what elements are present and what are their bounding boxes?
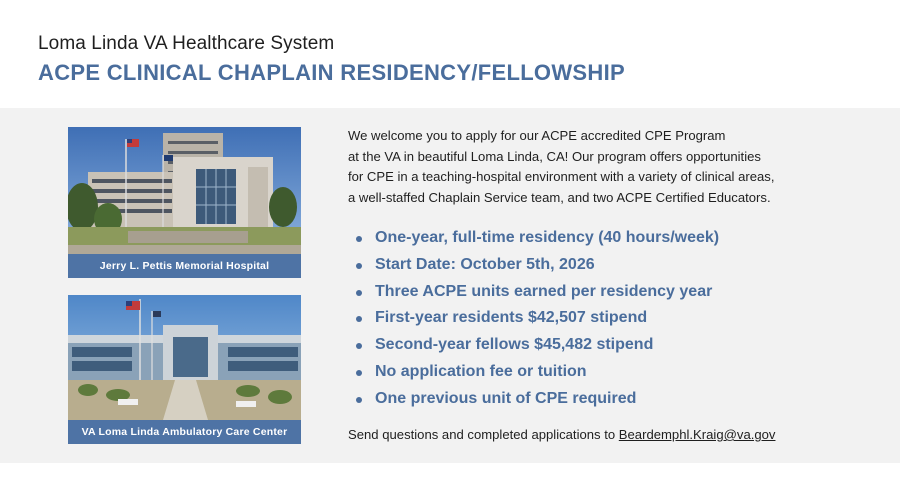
program-details-list — [348, 225, 719, 413]
organization-name: Loma Linda VA Healthcare System — [38, 33, 335, 54]
hospital-photo — [68, 127, 301, 278]
contact-line — [348, 427, 775, 442]
contact-email-link[interactable]: Beardemphl.Kraig@va.gov — [618, 427, 776, 442]
ambulatory-photo-caption: VA Loma Linda Ambulatory Care Center — [68, 420, 301, 444]
list-item: One previous unit of CPE required — [348, 386, 719, 413]
intro-line: for CPE in a teaching-hospital environment with a variety of clinical areas, — [348, 169, 775, 184]
page-title: ACPE CLINICAL CHAPLAIN RESIDENCY/FELLOWSHIP — [38, 60, 625, 85]
intro-line: a well-staffed Chaplain Service team, and two ACPE Certified Educators. — [348, 189, 771, 205]
list-item: One-year, full-time residency (40 hours/week) — [348, 225, 719, 252]
contact-text: Send questions and completed applications to — [348, 427, 616, 442]
list-item: Second-year fellows $45,482 stipend — [348, 332, 719, 359]
list-item: First-year residents $42,507 stipend — [348, 305, 719, 332]
intro-paragraph — [348, 126, 868, 208]
hospital-photo-caption: Jerry L. Pettis Memorial Hospital — [68, 254, 301, 278]
list-item: Start Date: October 5th, 2026 — [348, 252, 719, 279]
list-item: Three ACPE units earned per residency year — [348, 279, 719, 306]
intro-line: We welcome you to apply for our ACPE accredited CPE Program — [348, 128, 726, 143]
page-header — [0, 0, 900, 108]
ambulatory-care-center-photo — [68, 295, 301, 444]
list-item: No application fee or tuition — [348, 359, 719, 386]
intro-line: at the VA in beautiful Loma Linda, CA! Our program offers opportunities — [348, 148, 761, 164]
